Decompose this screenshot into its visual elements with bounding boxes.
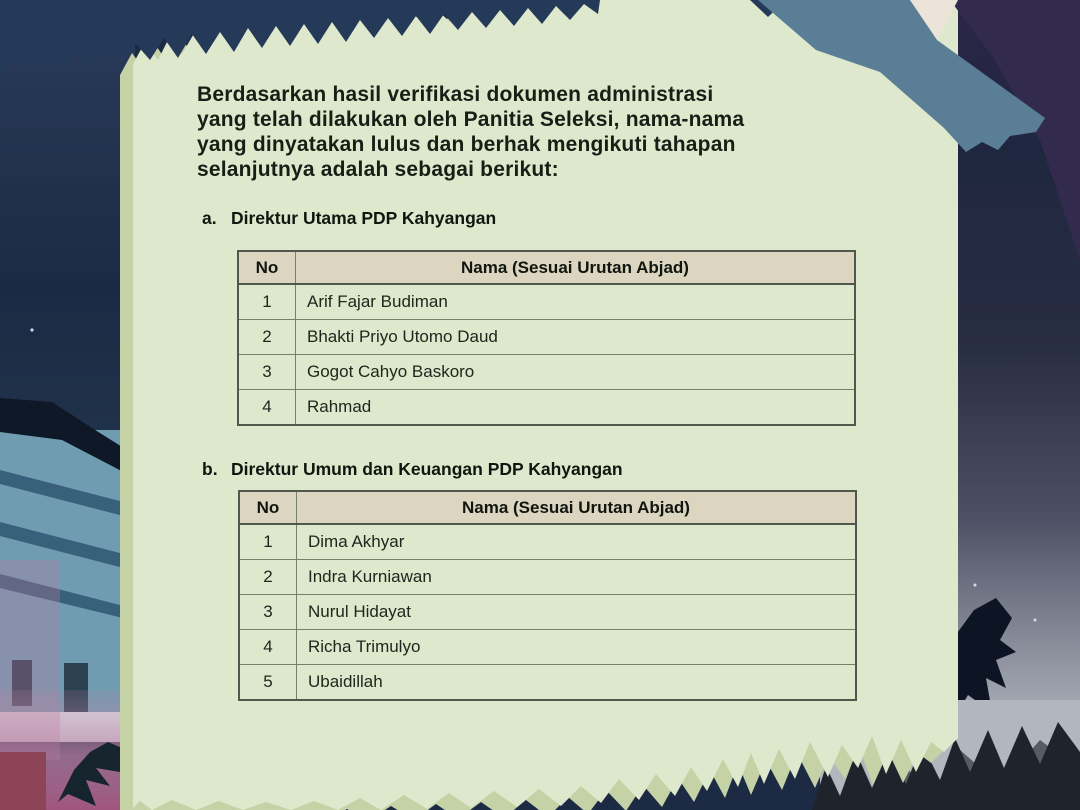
intro-line-4: selanjutnya adalah sebagai berikut: (197, 158, 559, 181)
row-name: Gogot Cahyo Baskoro (296, 355, 856, 390)
intro-line-1: Berdasarkan hasil verifikasi dokumen administrasi (197, 83, 714, 106)
table-row (239, 630, 856, 665)
table-row (238, 355, 855, 390)
table-header-row (239, 491, 856, 524)
col-header-nama: Nama (Sesuai Urutan Abjad) (297, 491, 857, 524)
row-number: 4 (239, 630, 297, 665)
section-b-prefix: b. (202, 459, 218, 479)
row-number: 5 (239, 665, 297, 701)
table-row (238, 284, 855, 320)
section-a-prefix: a. (202, 208, 217, 228)
intro-line-2: yang telah dilakukan oleh Panitia Seleksi, nama-nama (197, 108, 745, 131)
row-number: 1 (239, 524, 297, 560)
row-name: Nurul Hidayat (297, 595, 857, 630)
col-header-no: No (238, 251, 296, 284)
table-direktur-utama (237, 250, 856, 426)
row-name: Richa Trimulyo (297, 630, 857, 665)
section-b-heading (202, 459, 623, 479)
table-direktur-umum-keuangan (238, 490, 857, 701)
row-number: 4 (238, 390, 296, 426)
table-row (238, 390, 855, 426)
row-number: 2 (239, 560, 297, 595)
table-row (239, 560, 856, 595)
table-header-row (238, 251, 855, 284)
row-name: Bhakti Priyo Utomo Daud (296, 320, 856, 355)
intro-paragraph (197, 82, 877, 182)
row-name: Arif Fajar Budiman (296, 284, 856, 320)
intro-line-3: yang dinyatakan lulus dan berhak mengikuti tahapan (197, 133, 736, 156)
row-number: 2 (238, 320, 296, 355)
table-row (239, 524, 856, 560)
row-number: 1 (238, 284, 296, 320)
left-photo-building (0, 0, 135, 810)
table-row (239, 665, 856, 701)
row-number: 3 (238, 355, 296, 390)
table-row (239, 595, 856, 630)
section-b-title: Direktur Umum dan Keuangan PDP Kahyangan (231, 459, 623, 479)
row-name: Rahmad (296, 390, 856, 426)
row-number: 3 (239, 595, 297, 630)
col-header-nama: Nama (Sesuai Urutan Abjad) (296, 251, 856, 284)
row-name: Indra Kurniawan (297, 560, 857, 595)
row-name: Dima Akhyar (297, 524, 857, 560)
section-a-heading (202, 208, 496, 228)
section-a-title: Direktur Utama PDP Kahyangan (231, 208, 497, 228)
row-name: Ubaidillah (297, 665, 857, 701)
table-row (238, 320, 855, 355)
col-header-no: No (239, 491, 297, 524)
